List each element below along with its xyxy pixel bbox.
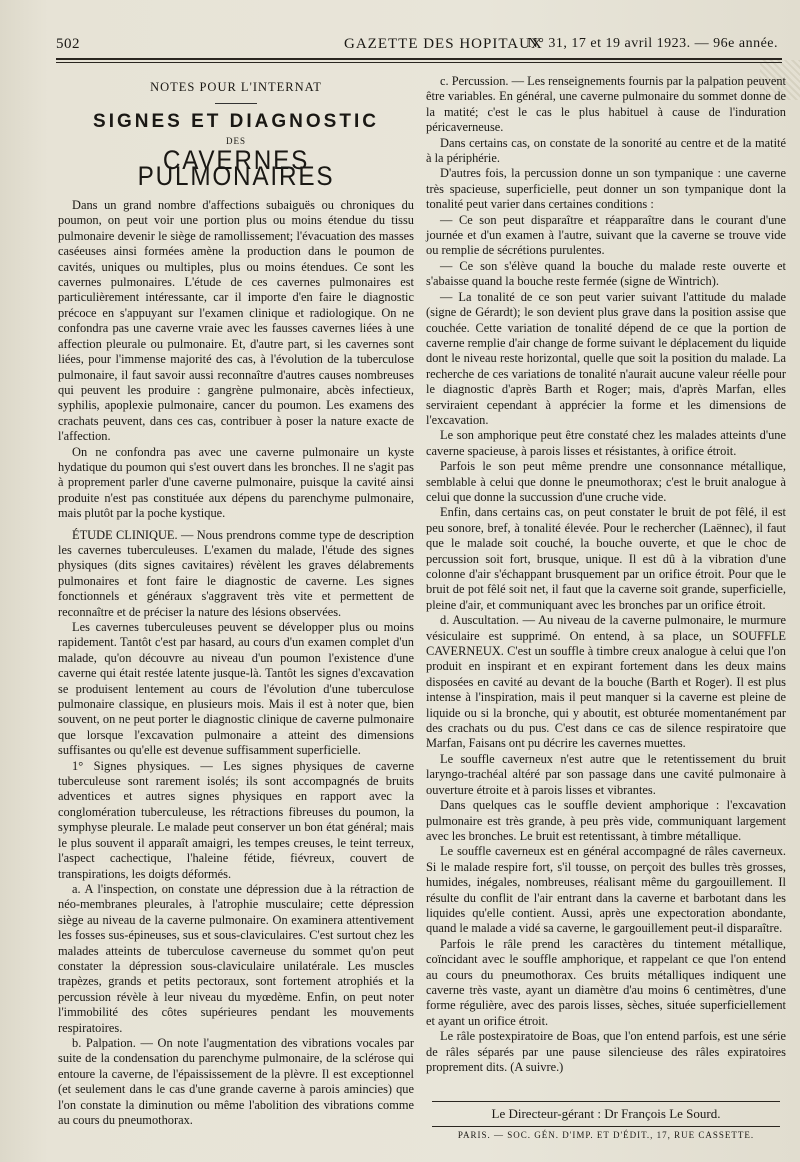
article-kicker: NOTES POUR L'INTERNAT [150,80,322,94]
right-column [426,74,786,1075]
printer-line: PARIS. — SOC. GÉN. D'IMP. ET D'ÉDIT., 17, RUE CASSETTE. [457,1130,755,1140]
paragraph: Parfois le son peut même prendre une consonnance métallique, semblable à celui que donne le pneumothorax; c'est le bruit analogue à celui que donne la succussion d'une cruche vide. [426,459,786,504]
paragraph: d. Auscultation. — Au niveau de la caverne pulmonaire, le murmure vésiculaire est supprimé. On entend, à sa place, un SOUFFLE CAVERNEUX. C'est un souffle à timbre creux analogue à celui que l'on produit en inspirant et en expirant fortement dans les deux mains disposées en cavité au devant de la bouche (Barth et Roger). Il est plus intense à l'inspiration, mais il peut manquer si la caverne est pleine de liquide ou si la bronche, qui y aboutit, est obturée momentanément par des crachats ou du pus. C'est dans ce cas de silence respiratoire que Marfan, Faisans ont pu décrire les cavernes muettes. [426,613,786,751]
paragraph: Parfois le râle prend les caractères du tintement métallique, coïncidant avec le souffle amphorique, et rappelant ce que l'on entend au cours du pneumothorax. Ces bruits métalliques indiquent une caverne très vaste, ayant un diamètre d'au moins 6 centimètres, d'une forme régulière, avec des parois lisses, sèches, située superficiellement et ayant un orifice étroit. [426,936,786,1028]
paragraph: Dans un grand nombre d'affections subaiguës ou chroniques du poumon, on peut voir une portion plus ou moins étendue du tissu pulmonaire devenir le siège de ramollissement; l'évacuation des masses caséeuses ainsi formées amène la production dans le poumon de cavités, uniques ou multiples, plus ou moins étendues. Ce sont les cavernes pulmonaires. L'étude de ces cavernes pulmonaires est particulièrement intéressante, car il importe d'en faire le diagnostic précoce en s'appuyant sur l'examen clinique et radiologique. On ne confondra pas une caverne vraie avec les fausses cavernes liées à une affection pleurale ou pulmonaire. Et, d'autre part, si les cavernes sont liées, pour l'immense majorité des cas, à l'évolution de la tuberculose pulmonaire, il faut savoir aussi reconnaître d'autres causes nombreuses qui peuvent les produire : gangrène pulmonaire, abcès infectieux, syphilis, apoplexie pulmonaire, cancer du poumon. Les examens des crachats peuvent, dans ces cas, contribuer à poser la nature exacte de l'affection. [58,198,414,444]
issue-info: N° 31, 17 et 19 avril 1923. — 96e année. [527,36,778,51]
paragraph: c. Percussion. — Les renseignements fournis par la palpation peuvent être variables. En général, une caverne pulmonaire du sommet donne de la matité; c'est le cas le plus habituel à cause de l'induration péricaverneuse. [426,74,786,135]
paragraph: ÉTUDE CLINIQUE. — Nous prendrons comme type de description les cavernes tuberculeuses. L'examen du malade, l'étude des signes physiques (dits signes cavitaires) révèlent les graves délabrements pulmonaires et font faire le diagnostic de caverne. Les signes fonctionnels et généraux s'aggravent très vite et permettent de reconnaître et de préciser la nature des lésions observées. [58,527,414,619]
article-title-line1: SIGNES ET DIAGNOSTIC [93,111,379,133]
page-number: 502 [56,36,80,52]
paragraph: 1° Signes physiques. — Les signes physiques de caverne tuberculeuse sont rarement isolés; ils sont accompagnés de bruits adventices et autres signes physiques en rapport avec la conglomération tuberculeuse, les rétractions fibreuses du poumon, la symphyse pleurale. Le malade peut conserver un bon état général; mais le plus souvent il apparaît amaigri, les tempes creuses, le teint terreux, l'aspect cachectique, l'haleine fétide, fiévreux, couvert de transpirations, les doigts déformés. [58,758,414,881]
paragraph: Dans certains cas, on constate de la sonorité au centre et de la matité à la périphérie. [426,135,786,166]
director-line: Le Directeur-gérant : Dr François Le Sourd. [491,1106,721,1121]
paragraph: Le râle postexpiratoire de Boas, que l'on entend parfois, est une série de râles séparés par une pause silencieuse des râles expiratoires proprement dits. (A suivre.) [426,1029,786,1074]
paragraph: Le souffle caverneux n'est autre que le retentissement du bruit laryngo-trachéal altéré par son passage dans une cavité pulmonaire à ouverture étroite et à parois lisses et vibrantes. [426,751,786,797]
left-column [58,74,414,1128]
article-title-des: DES [225,135,246,146]
paragraph: D'autres fois, la percussion donne un son tympanique : une caverne très spacieuse, superficielle, peut donner un son tympanique dont la tonalité peut varier dans certaines conditions : [426,166,786,212]
journal-title: GAZETTE DES HOPITAUX [344,36,543,52]
page-header [56,30,782,60]
paragraph: b. Palpation. — On note l'augmentation des vibrations vocales par suite de la condensation du parenchyme pulmonaire, de la sclérose qui entoure la caverne, de l'épaississement de la plèvre. Il est exceptionnel (et seulement dans le cas d'une grande caverne à parois amincies) que l'on constate la diminution ou même l'abolition des vibrations comme au cours du pneumothorax. [58,1035,414,1127]
paragraph: Le son amphorique peut être constaté chez les malades atteints d'une caverne spacieuse, à parois lisses et résistantes, à orifice étroit. [426,428,786,458]
header-rule [56,58,782,60]
paragraph: — Ce son s'élève quand la bouche du malade reste ouverte et s'abaisse quand la bouche reste fermée (signe de Wintrich). [426,258,786,289]
divider [215,103,257,104]
article-title-line2: CAVERNES PULMONAIRES [137,145,335,191]
page-footer [426,1101,786,1140]
paragraph: On ne confondra pas avec une caverne pulmonaire un kyste hydatique du poumon qui s'est ouvert dans les bronches. Il ne s'agit pas à proprement parler d'une caverne pulmonaire, puisque la cavité ainsi produite n'est pas constituée aux dépens du parenchyme pulmonaire, mais plutôt par la poche kystique. [58,444,414,521]
paragraph: — La tonalité de ce son peut varier suivant l'attitude du malade (signe de Gérardt); le son devient plus grave dans la position assise que couchée. Cette variation de tonalité dépend de ce que la portion de caverne remplie d'air change de forme suivant le déplacement du liquide dont le niveau reste horizontal, quelle que soit la position du malade. La recherche de ces variations de tonalité n'aurait aucune valeur réelle pour le diagnostic d'après Barth et Roger; mais, d'après Marfan, elles serviraient cependant à apprécier la forme et les dimensions de l'excavation. [426,289,786,427]
paragraph: Les cavernes tuberculeuses peuvent se développer plus ou moins rapidement. Tantôt c'est par hasard, au cours d'un examen complet d'un malade, qu'on découvre au niveau d'un poumon l'existence d'une caverne qui était restée latente jusque-là. Tantôt les signes d'excavation se produisent lentement au cours de l'évolution d'une tuberculose pulmonaire classique, en plusieurs mois. Mais il est à noter que, bien souvent, on ne peut porter le diagnostic clinique de caverne pulmonaire que lorsque l'excavation pulmonaire a atteint des dimensions suffisantes ou qu'elle est devenue suffisamment superficielle. [58,620,414,758]
paragraph: Dans quelques cas le souffle devient amphorique : l'excavation pulmonaire est très grande, à peu près vide, communiquant largement avec les bronches. Le bruit est retentissant, à timbre métallique. [426,798,786,843]
paragraph: Le souffle caverneux est en général accompagné de râles caverneux. Si le malade respire fort, s'il tousse, on perçoit des bulles très grosses, humides, inégales, nombreuses, réalisant même du gargouillement. Il résulte du conflit de l'air entrant dans la caverne et barbotant dans les liquides qu'elle contient. Aussi, après une expectoration abondante, quand le malade a vidé sa caverne, le gargouillement peut-il disparaître. [426,844,786,936]
paragraph: a. A l'inspection, on constate une dépression due à la rétraction de néo-membranes pleurales, à l'atrophie musculaire; cette dépression siège au niveau de la caverne pulmonaire. On examinera attentivement les fosses sus-épineuses, sus et sous-claviculaires. C'est surtout chez les malades atteints de tuberculose caverneuse du sommet qu'on peut constater la dépression sous-claviculaire unilatérale. Les muscles trapèzes, grands et petits pectoraux, sont fortement atrophiés et la percussion révèle à leur niveau du myœdème. Enfin, on peut noter l'immobilité des côtes supérieures pendant les mouvements respiratoires. [58,881,414,1035]
footer-rule [432,1101,780,1102]
paragraph: Enfin, dans certains cas, on peut constater le bruit de pot fêlé, il est peu sonore, bref, à tonalité élevée. Pour le rechercher (Laënnec), il faut que le malade soit couché, la bouche ouverte, et que le choc de percussion soit fort, brusque, unique. Il est dû à la vibration d'une colonne d'air s'échappant brusquement par un orifice étroit. Pour que le bruit de pot fêlé soit net, il faut que la caverne soit grande, superficielle, pleine d'air, et communiquant avec les bronches par un orifice étroit. [426,505,786,612]
paragraph: — Ce son peut disparaître et réapparaître dans le courant d'une journée et d'un examen à l'autre, suivant que la caverne se trouve vide ou remplie de sécrétions purulentes. [426,212,786,258]
footer-rule [432,1126,780,1127]
header-rule-thin [56,62,782,63]
